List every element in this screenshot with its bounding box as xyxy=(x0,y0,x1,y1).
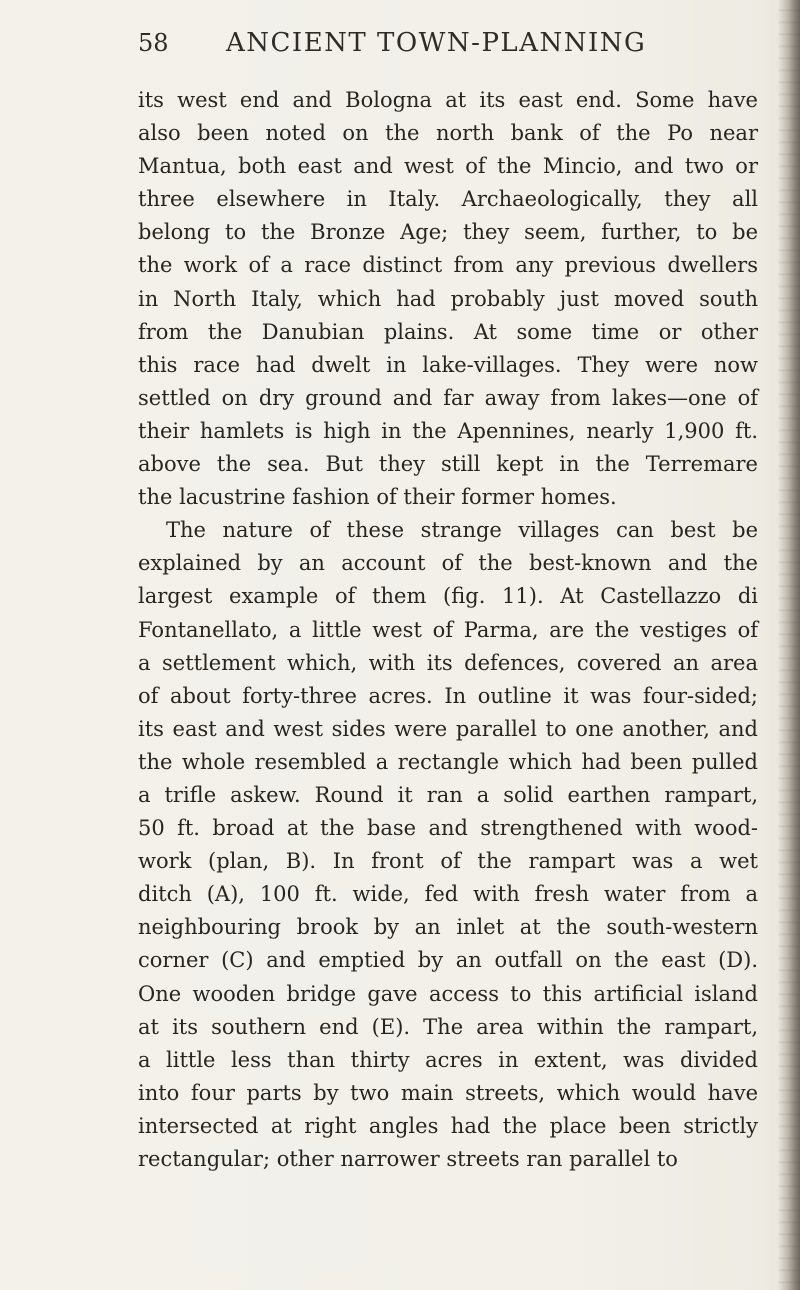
text-line: its west end and Bologna at its east end. Some have xyxy=(138,88,758,112)
page-number: 58 xyxy=(138,29,169,57)
body-text xyxy=(138,84,758,1176)
text-line: a trifle askew. Round it ran a solid earthen rampart, xyxy=(138,782,758,807)
text-line: also been noted on the north bank of the Po near xyxy=(138,121,758,146)
text-line: explained by an account of the best-known and the xyxy=(138,551,758,576)
text-line: 50 ft. broad at the base and strengthened with wood- xyxy=(138,816,758,841)
text-line: belong to the Bronze Age; they seem, further, to be xyxy=(138,220,758,245)
text-line: Fontanellato, a little west of Parma, are the vestiges of xyxy=(138,617,758,642)
running-header xyxy=(138,28,758,58)
text-line: three elsewhere in Italy. Archaeologically, they all xyxy=(138,187,758,212)
text-line: rectangular; other narrower streets ran parallel to xyxy=(138,1147,678,1171)
text-line: from the Danubian plains. At some time or other xyxy=(138,319,758,344)
text-line: its east and west sides were parallel to one another, and xyxy=(138,716,758,741)
paragraph-start-line: The nature of these strange villages can best be xyxy=(166,518,758,543)
text-line: largest example of them (fig. 11). At Castellazzo di xyxy=(138,584,758,609)
text-line: neighbouring brook by an inlet at the south-western xyxy=(138,915,758,940)
text-line: settled on dry ground and far away from lakes—one of xyxy=(138,385,758,410)
text-line: the work of a race distinct from any previous dwellers xyxy=(138,253,758,278)
text-line: Mantua, both east and west of the Mincio, and two or xyxy=(138,154,758,179)
text-line: a little less than thirty acres in extent, was divided xyxy=(138,1047,758,1072)
text-line: this race had dwelt in lake-villages. They were now xyxy=(138,352,758,377)
text-line: intersected at right angles had the place been strictly xyxy=(138,1113,758,1138)
text-line: ditch (A), 100 ft. wide, fed with fresh water from a xyxy=(138,882,758,907)
text-line: in North Italy, which had probably just moved south xyxy=(138,286,758,311)
running-title: ANCIENT TOWN-PLANNING xyxy=(226,28,647,58)
text-line: One wooden bridge gave access to this artificial island xyxy=(138,981,758,1006)
text-line: at its southern end (E). The area within the rampart, xyxy=(138,1014,758,1039)
text-line: of about forty-three acres. In outline it was four-sided; xyxy=(138,683,758,708)
text-line: their hamlets is high in the Apennines, nearly 1,900 ft. xyxy=(138,418,758,443)
text-line: into four parts by two main streets, which would have xyxy=(138,1080,758,1105)
text-line: above the sea. But they still kept in the Terremare xyxy=(138,452,758,477)
paragraph-end-line: the lacustrine fashion of their former homes. xyxy=(138,485,617,510)
text-line: the whole resembled a rectangle which had been pulled xyxy=(138,749,758,774)
page-edge-shadow xyxy=(778,0,800,1290)
text-line: work (plan, B). In front of the rampart was a wet xyxy=(138,849,758,874)
text-line: a settlement which, with its defences, covered an area xyxy=(138,650,758,675)
text-line: corner (C) and emptied by an outfall on the east (D). xyxy=(138,948,758,973)
